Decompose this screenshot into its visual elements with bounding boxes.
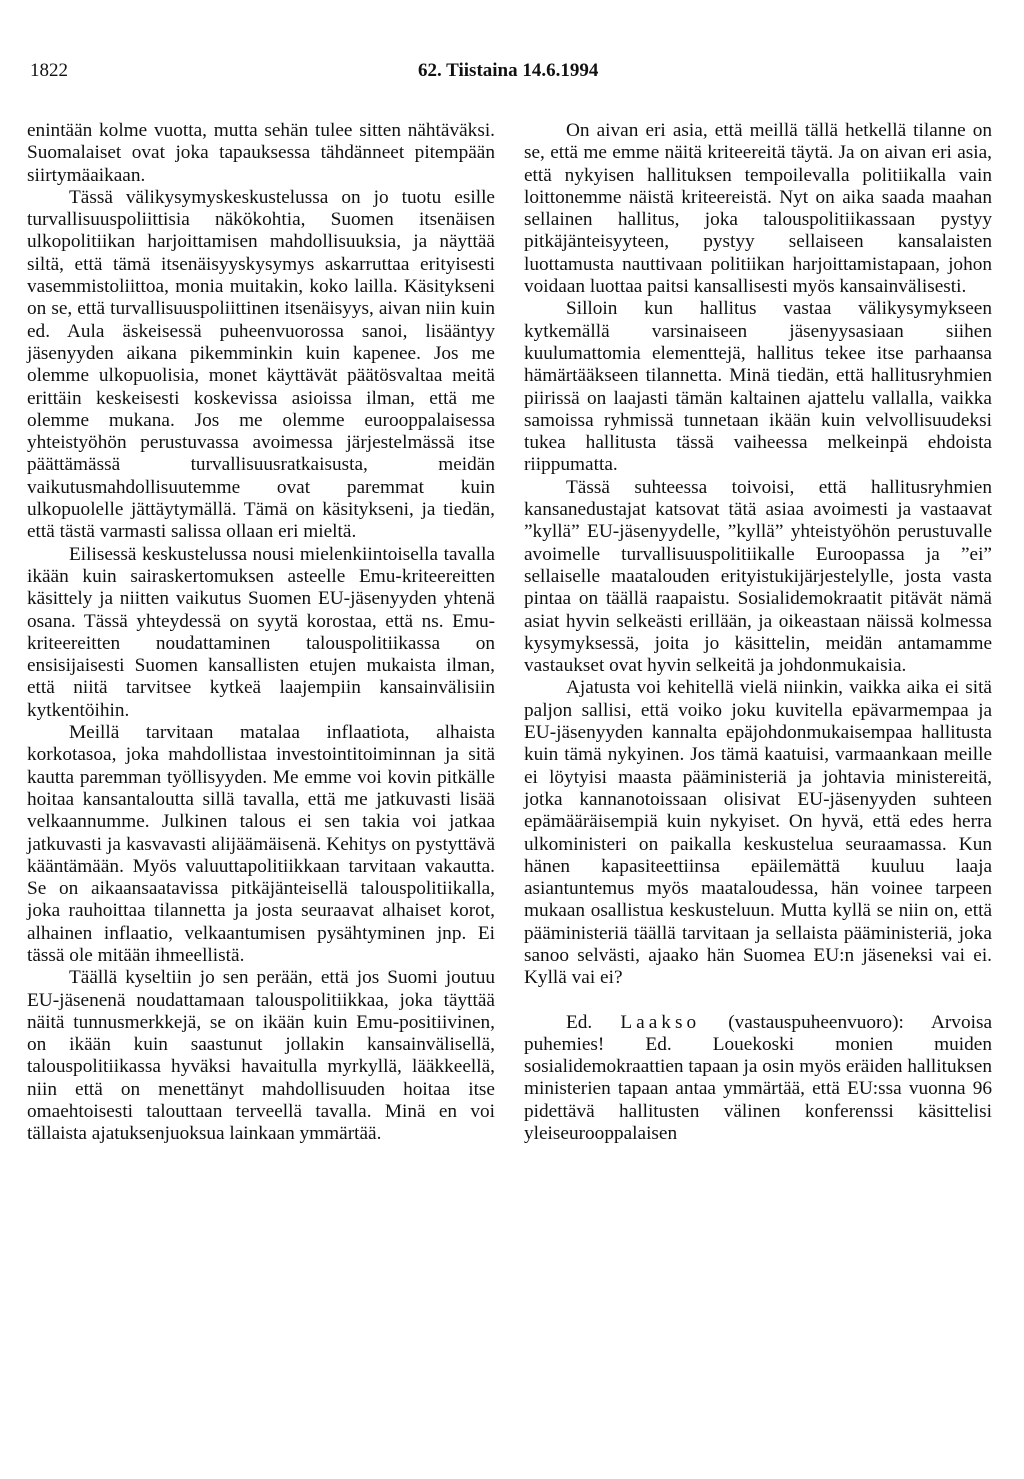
- paragraph: Tässä välikysymyskeskustelussa on jo tuotu esille turvallisuuspoliittisia näkökohtia, Suomen itsenäisen ulkopolitiikan harjoittamisen mahdollisuuksia, ja näyttää siltä, että tämä itsenäisyyskysymys askarruttaa erityisesti vasemmistoliittoa, monia muitakin, koko lailla. Käsitykseni on se, että turvallisuuspoliittinen itsenäisyys, aivan niin kuin ed. Aula äskeisessä puheenvuorossa sanoi, lisääntyy jäsenyyden aikana pikemminkin kuin kapenee. Jos me olemme ulkopuolisia, monet käyttävät päätösvaltaa meitä erittäin keskeisesti koskevissa asioissa ilman, että me olemme mukana. Jos me olemme eurooppalaisessa yhteistyöhön perustuvassa avoimessa järjestelmässä itse päättämässä turvallisuusratkaisusta, meidän vaikutusmahdollisuutemme ovat paremmat kuin ulkopuolelle jättäytymällä. Tämä on käsitykseni, ja tiedän, että tästä varmasti salissa ollaan eri mieltä.: [27, 186, 495, 543]
- page-number: 1822: [30, 60, 68, 81]
- left-column: [27, 120, 495, 1146]
- speaker-prefix: Ed.: [566, 1011, 621, 1033]
- speaker-text: (vastauspuheenvuoro): Arvoisa puhemies! Ed. Louekoski monien muiden sosialidemokraattien tapaan ja osin myös eräiden hallituksen ministerien tapaan antaa ymmärtää, että EU:ssa vuonna 96 pidettävä hallitusten välinen konferenssi käsittelisi yleiseurooppalaisen: [524, 1011, 993, 1145]
- speaker-name: Laakso: [620, 1011, 701, 1033]
- running-head: 62. Tiistaina 14.6.1994: [418, 60, 599, 81]
- paragraph: Ajatusta voi kehitellä vielä niinkin, vaikka aika ei sitä paljon sallisi, että voiko joku kuvitella epävarmempaa ja EU-jäsenyyden kannalta epäjohdonmukaisempaa hallitusta kuin tämä nykyinen. Jos tämä kaatuisi, varmaankaan meille ei löytyisi maasta pääministeriä ja johtavia ministereitä, jotka kannanotoissaan olisivat EU-jäsenyyden suhteen epämääräisempiä kuin nykyiset. On hyvä, että edes herra ulkoministeri on paikalla keskustelua seuraamassa. Kun hänen kapasiteettiinsa epäilemättä kuuluu laaja asiantuntemus myös maataloudessa, hän voinee tarpeen mukaan osallistua keskusteluun. Mutta kyllä se niin on, että pääministeriä täällä tarvitaan ja sellaista pääministeriä, joka sanoo selvästi, ajaako hän Suomea EU:n jäseneksi vai ei. Kyllä vai ei?: [524, 677, 992, 989]
- paragraph: Meillä tarvitaan matalaa inflaatiota, alhaista korkotasoa, joka mahdollistaa investointitoiminnan ja sitä kautta paremman työllisyyden. Me emme voi kovin pitkälle hoitaa kansantaloutta sillä tavalla, että me jatkuvasti lisää velkaannumme. Julkinen talous ei sen takia voi jatkaa jatkuvasti ja kasvavasti alijäämäisenä. Kehitys on pystyttävä kääntämään. Myös valuuttapolitiikkaan tarvitaan vakautta. Se on aikaansaatavissa pitkäjänteisellä talouspolitiikalla, joka rauhoittaa tilannetta ja josta seuraavat alhaiset korot, alhainen inflaatio, velkaantumisen pysähtyminen jnp. Ei tässä ole mitään ihmeellistä.: [27, 722, 495, 966]
- paragraph: Täällä kyseltiin jo sen perään, että jos Suomi joutuu EU-jäsenenä noudattamaan talouspolitiikkaa, joka täyttää näitä tunnusmerkkejä, se on ikään kuin Emu-positiivinen, on ikään kuin saastunut jollakin kansainvälisellä, talouspolitiikassa hyväksi havaitulla myrkyllä, lääkkeellä, niin että on menettänyt mahdollisuuden hoitaa itse omaehtoisesti talouttaan terveellä tavalla. Minä en voi tällaista ajatuksenjuoksua lainkaan ymmärtää.: [27, 967, 495, 1145]
- paragraph: Tässä suhteessa toivoisi, että hallitusryhmien kansanedustajat katsovat tätä asiaa avoimesti ja vastaavat ”kyllä” EU-jäsenyydelle, ”kyllä” yhteistyöhön perustuvalle avoimelle turvallisuuspolitiikalle Euroopassa ja ”ei” sellaiselle maatalouden erityistukijärjestelylle, josta vasta pintaa on täällä raapaistu. Sosialidemokraatit pitävät nämä asiat hyvin selkeästi erillään, ja oikeastaan näissä kolmessa kysymyksessä, joita jo käsittelin, meidän antamamme vastaukset ovat hyvin selkeitä ja johdonmukaisia.: [524, 476, 992, 677]
- right-column: [524, 120, 992, 1145]
- speaker-paragraph: [524, 1012, 992, 1146]
- paragraph: enintään kolme vuotta, mutta sehän tulee sitten nähtäväksi. Suomalaiset ovat joka tapauksessa tähdänneet pitempään siirtymäaikaan.: [27, 120, 495, 186]
- paragraph: Eilisessä keskustelussa nousi mielenkiintoisella tavalla ikään kuin sairaskertomuksen asteelle Emu-kriteereitten käsittely ja niitten vaikutus Suomen EU-jäsenyyden yhtenä osana. Tässä yhteydessä on syytä korostaa, että ns. Emu-kriteereitten noudattaminen talouspolitiikassa on ensisijaisesti Suomen kansallisten etujen mukaista ilman, että niitä tarvitsee kytkeä laajempiin kansainvälisiin kytkentöihin.: [27, 543, 495, 721]
- paragraph: Silloin kun hallitus vastaa välikysymykseen kytkemällä varsinaiseen jäsenyysasiaan siihen kuulumattomia elementtejä, hallitus tekee itse parhaansa hämärtääkseen tilannetta. Minä tiedän, että hallitusryhmien piirissä on laajasti tämän kaltainen ajattelu vallalla, vaikka samoissa ryhmissä tunnetaan ikään kuin velvollisuudeksi tukea hallitusta tässä vaiheessa melkeinpä ehdoista riippumatta.: [524, 298, 992, 476]
- paragraph: On aivan eri asia, että meillä tällä hetkellä tilanne on se, että me emme näitä kriteereitä täytä. Ja on aivan eri asia, että nykyisen hallituksen tempoilevalla politiikalla vain loittonemme näistä kriteereistä. Nyt on aika saada maahan sellainen hallitus, joka talouspolitiikassaan pystyy pitkäjänteisyyteen, pystyy sellaiseen kansalaisten luottamusta nauttivaan politiikan harjoittamistapaan, johon voidaan luottaa paitsi kansallisesti myös kansainvälisesti.: [524, 120, 992, 298]
